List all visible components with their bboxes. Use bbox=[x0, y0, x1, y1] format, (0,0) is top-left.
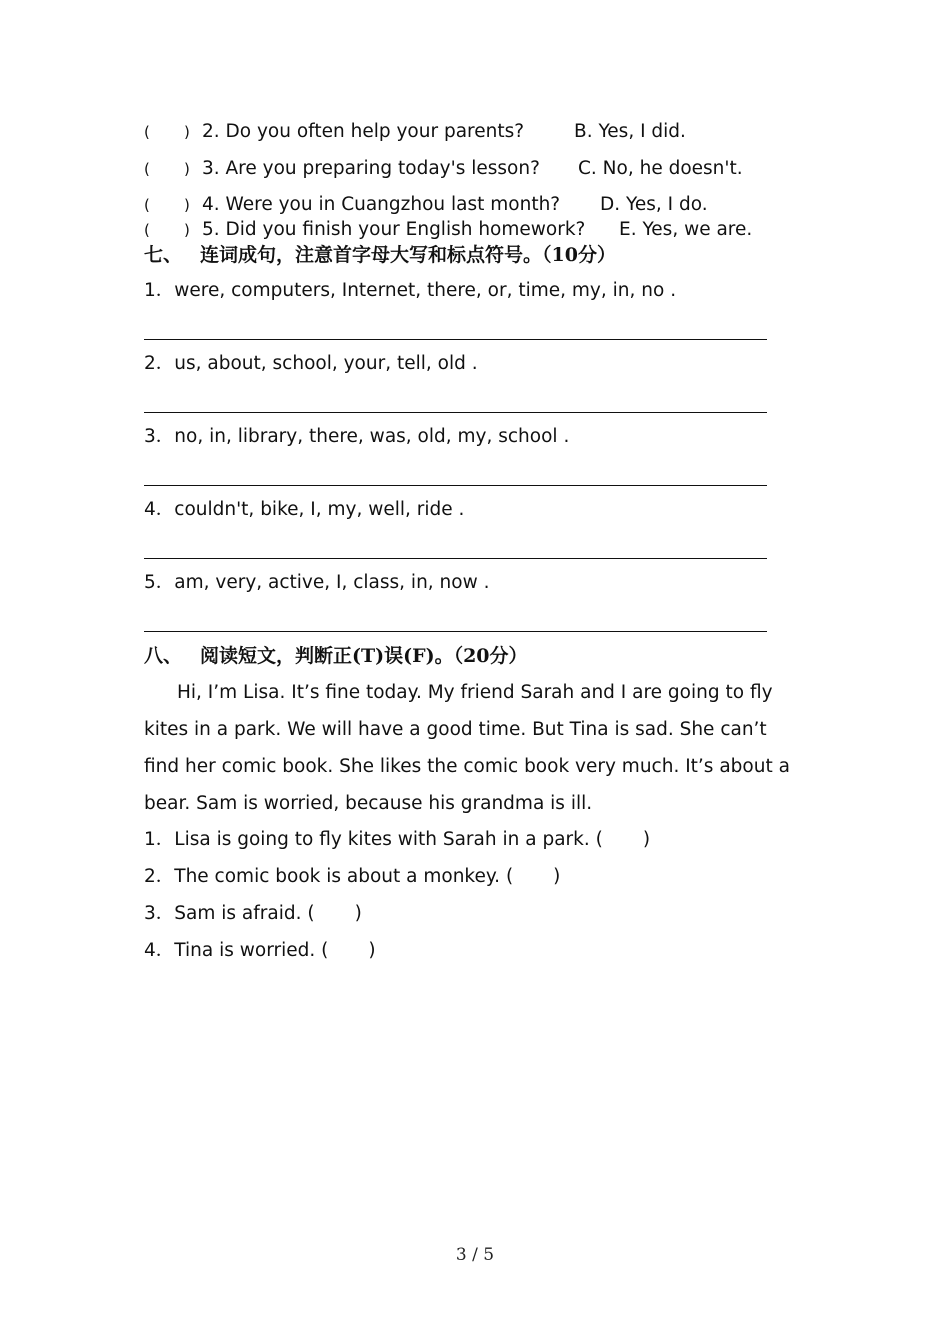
question-text: 4. Were you in Cuangzhou last month? bbox=[202, 194, 561, 215]
answer-paren-close: ) bbox=[184, 221, 190, 239]
question-text: 2．The comic book is about a monkey. ( bbox=[144, 866, 514, 887]
section-number: 七、 bbox=[144, 244, 183, 266]
question-text: 5. Did you finish your English homework? bbox=[202, 219, 586, 240]
word-order-item: 4．couldn't, bike, I, my, well, ride . bbox=[144, 499, 465, 520]
answer-paren-open: ( bbox=[144, 123, 150, 141]
option-text: B. Yes, I did. bbox=[574, 121, 686, 142]
section-8-heading bbox=[144, 647, 528, 666]
matching-item bbox=[144, 219, 753, 240]
option-text: C. No, he doesn't. bbox=[578, 158, 743, 179]
section-title: 阅读短文，判断正(T)误(F)。（20分） bbox=[200, 645, 528, 667]
question-text: 3. Are you preparing today's lesson? bbox=[202, 158, 540, 179]
word-order-item: 3．no, in, library, there, was, old, my, school . bbox=[144, 426, 570, 447]
answer-line[interactable] bbox=[144, 339, 767, 340]
answer-line[interactable] bbox=[144, 631, 767, 632]
section-title: 连词成句，注意首字母大写和标点符号。（10分） bbox=[200, 244, 616, 266]
judgment-question bbox=[144, 942, 376, 961]
word-order-item: 1．were, computers, Internet, there, or, time, my, in, no . bbox=[144, 280, 677, 301]
question-text: 1．Lisa is going to fly kites with Sarah in a park. ( bbox=[144, 829, 603, 850]
answer-line[interactable] bbox=[144, 558, 767, 559]
answer-paren-close: ) bbox=[184, 160, 190, 178]
matching-item bbox=[144, 194, 708, 215]
answer-line[interactable] bbox=[144, 412, 767, 413]
question-text: 4．Tina is worried. ( bbox=[144, 940, 329, 961]
answer-paren-open: ( bbox=[144, 221, 150, 239]
judgment-question bbox=[144, 905, 362, 924]
reading-passage: Hi, I’m Lisa. It’s fine today. My friend Sarah and I are going to fly kites in a park. We will have a good time. But Tina is sad. She can’t find her comic book. She likes the comic book very much. It’s about a bear. Sam is worried, because his grandma is ill. bbox=[144, 682, 790, 814]
answer-paren-close: ) bbox=[553, 866, 561, 887]
answer-line[interactable] bbox=[144, 485, 767, 486]
answer-paren-open: ( bbox=[144, 196, 150, 214]
question-text: 3．Sam is afraid. ( bbox=[144, 903, 315, 924]
matching-item bbox=[144, 121, 686, 142]
option-text: E. Yes, we are. bbox=[619, 219, 753, 240]
judgment-question bbox=[144, 868, 560, 887]
option-text: D. Yes, I do. bbox=[600, 194, 708, 215]
answer-paren-close: ) bbox=[184, 196, 190, 214]
answer-paren-open: ( bbox=[144, 160, 150, 178]
section-number: 八、 bbox=[144, 645, 183, 667]
word-order-item: 5．am, very, active, I, class, in, now . bbox=[144, 572, 490, 593]
answer-paren-close: ) bbox=[184, 123, 190, 141]
word-order-item: 2．us, about, school, your, tell, old . bbox=[144, 353, 478, 374]
matching-item bbox=[144, 158, 743, 179]
answer-paren-close: ) bbox=[368, 940, 376, 961]
answer-paren-close: ) bbox=[354, 903, 362, 924]
section-7-heading bbox=[144, 246, 616, 265]
answer-paren-close: ) bbox=[642, 829, 651, 850]
judgment-question bbox=[144, 831, 650, 850]
page-number: 3 / 5 bbox=[455, 1245, 495, 1265]
question-text: 2. Do you often help your parents? bbox=[202, 121, 525, 142]
